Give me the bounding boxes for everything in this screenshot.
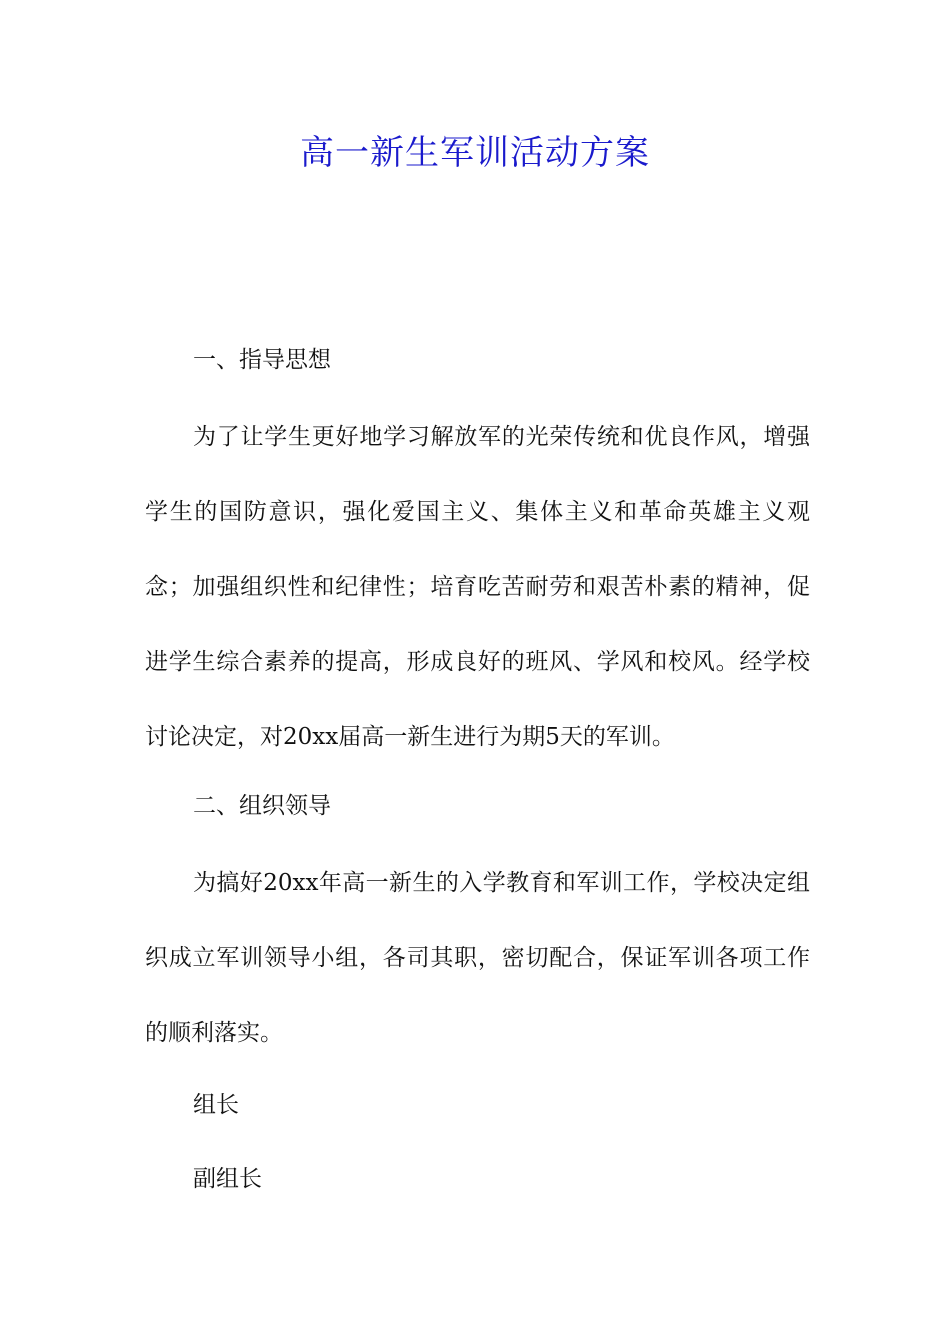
section-1-paragraph: 为了让学生更好地学习解放军的光荣传统和优良作风，增强学生的国防意识，强化爱国主义、集体主义和革命英雄主义观念；加强组织性和纪律性；培育吃苦耐劳和艰苦朴素的精神，促进学生综合素养的提高，形成良好的班风、学风和校风。经学校讨论决定，对20xx届高一新生进行为期5天的军训。	[145, 424, 810, 750]
leader-label: 组长	[193, 1092, 239, 1118]
section-2-heading: 二、组织领导	[193, 793, 331, 819]
section-2-paragraph: 为搞好20xx年高一新生的入学教育和军训工作，学校决定组织成立军训领导小组，各司其职，密切配合，保证军训各项工作的顺利落实。	[145, 870, 810, 1046]
document-title: 高一新生军训活动方案	[300, 133, 650, 173]
deputy-leader-label: 副组长	[193, 1166, 262, 1192]
section-1-heading: 一、指导思想	[193, 347, 331, 373]
